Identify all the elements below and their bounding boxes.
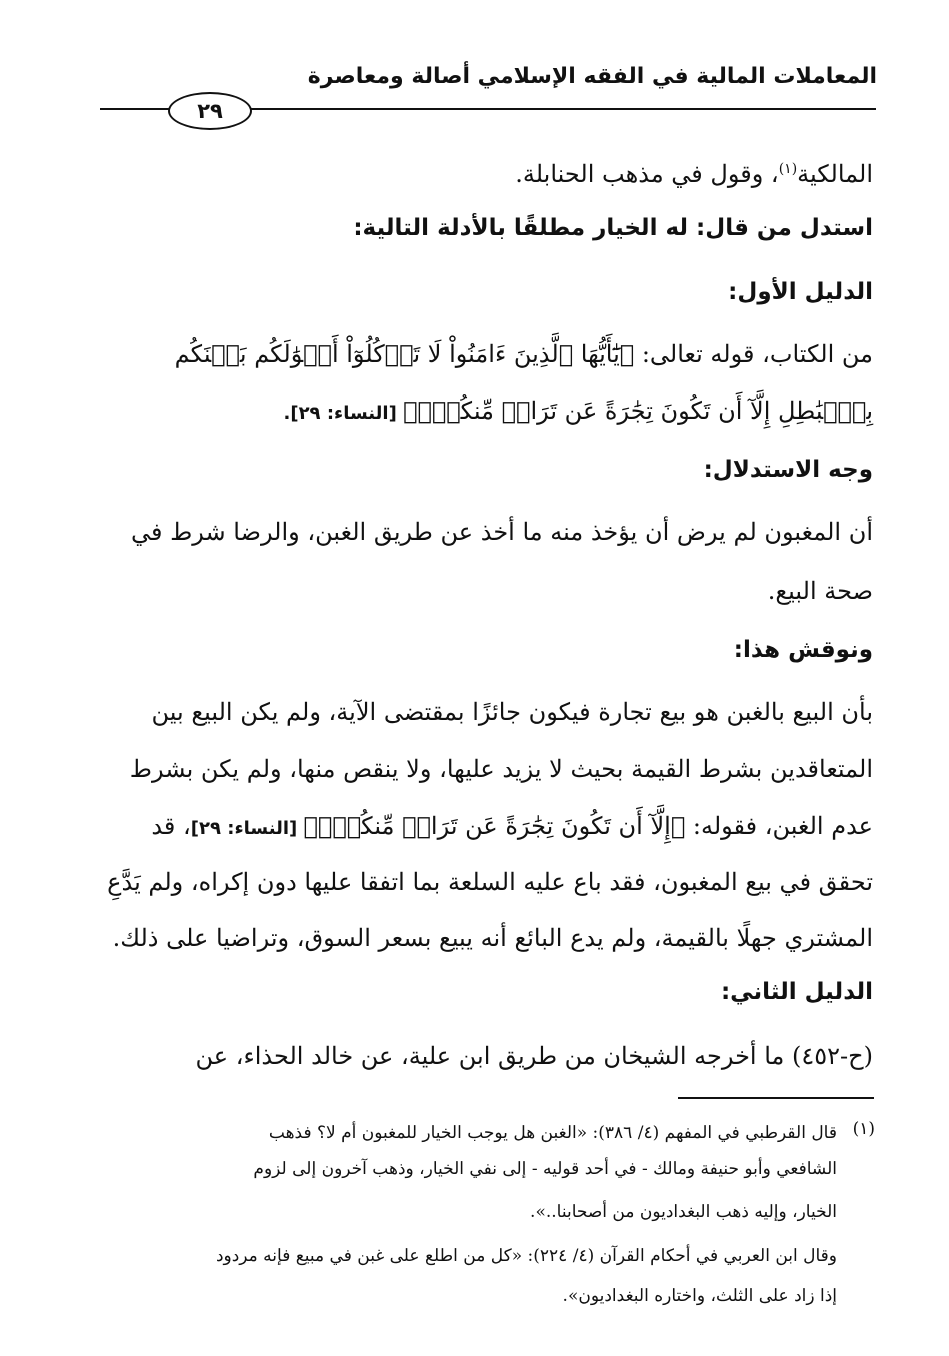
section-heading-reasoning: وجه الاستدلال: <box>703 457 873 483</box>
section-heading-claim: استدل من قال: له الخيار مطلقًا بالأدلة التالية: <box>353 215 873 241</box>
footnote-line-2: الشافعي وأبو حنيفة ومالك - في أحد قوليه - إلى نفي الخيار، وذهب آخرون إلى لزوم <box>253 1159 837 1179</box>
running-header-title: المعاملات المالية في الفقه الإسلامي أصالة ومعاصرة <box>307 64 877 89</box>
quran-verse-short: ﴿إِلَّآ أَن تَكُونَ تِجَٰرَةً عَن تَرَاضٖ مِّنكُمۡۚ﴾ <box>303 812 686 840</box>
page-number-badge: ٢٩ <box>168 92 252 130</box>
rebuttal-line3-b: ، قد <box>151 812 191 840</box>
verse-reference: [النساء: ٢٩]. <box>283 403 404 424</box>
body-line-evidence1-a <box>175 325 873 384</box>
body-line-rebuttal-5: المشتري جهلًا بالقيمة، ولم يدع البائع أنه يبيع بسعر السوق، وتراضيا على ذلك. <box>112 924 873 952</box>
line1-text: المالكية <box>797 160 873 188</box>
section-heading-rebuttal: ونوقش هذا: <box>733 637 873 663</box>
body-line-1 <box>515 140 873 204</box>
section-heading-first-evidence: الدليل الأول: <box>728 279 873 305</box>
verse-reference-2: [النساء: ٢٩] <box>190 818 304 839</box>
footnote-line-5: إذا زاد على الثلث، واختاره البغداديون». <box>562 1286 837 1306</box>
body-line-rebuttal-1: بأن البيع بالغبن هو بيع تجارة فيكون جائزًا بمقتضى الآية، ولم يكن البيع بين <box>151 698 873 726</box>
body-line-rebuttal-3 <box>151 797 873 858</box>
body-line-evidence2-1: (ح-٤٥٢) ما أخرجه الشيخان من طريق ابن علية، عن خالد الحذاء، عن <box>195 1042 873 1070</box>
quran-verse-part-a: ﴿يَٰٓأَيُّهَا ٱلَّذِينَ ءَامَنُواْ لَا تَأۡكُلُوٓاْ أَمۡوَٰلَكُم بَيۡنَكُم <box>174 340 635 368</box>
footnote-line-3: الخيار، وإليه ذهب البغداديون من أصحابنا..». <box>530 1202 837 1222</box>
body-line-rebuttal-2: المتعاقدين بشرط القيمة بحيث لا يزيد عليها، ولا ينقص منها، ولم يكن بشرط <box>129 755 873 783</box>
evidence1-intro: من الكتاب، قوله تعالى: <box>634 340 873 368</box>
footnote-number: (١) <box>852 1119 875 1139</box>
body-line-rebuttal-4: تحقق في بيع المغبون، فقد باع عليه السلعة بما اتفقا عليها دون إكراه، ولم يَدَّعِ <box>107 868 873 896</box>
footnote-separator <box>678 1097 874 1099</box>
footnote-line-4: وقال ابن العربي في أحكام القرآن (٤/ ٢٢٤): «كل من اطلع على غبن في مبيع فإنه مردود <box>215 1246 837 1266</box>
line1-rest: ، وقول في مذهب الحنابلة. <box>515 160 779 188</box>
body-line-reasoning-1: أن المغبون لم يرض أن يؤخذ منه ما أخذ عن طريق الغبن، والرضا شرط في <box>130 518 873 546</box>
quran-verse-part-b: بِٱلۡبَٰطِلِ إِلَّآ أَن تَكُونَ تِجَٰرَةً عَن تَرَاضٖ مِّنكُمۡۚ﴾ <box>403 397 873 425</box>
footnote-line-1: قال القرطبي في المفهم (٤/ ٣٨٦): «الغبن هل يوجب الخيار للمغبون أم لا؟ فذهب <box>268 1123 837 1143</box>
footnote-marker[interactable]: (١) <box>778 161 798 177</box>
section-heading-second-evidence: الدليل الثاني: <box>720 979 873 1005</box>
body-line-evidence1-b <box>283 382 873 443</box>
rebuttal-line3-a: عدم الغبن، فقوله: <box>685 812 873 840</box>
body-line-reasoning-2: صحة البيع. <box>767 577 873 605</box>
